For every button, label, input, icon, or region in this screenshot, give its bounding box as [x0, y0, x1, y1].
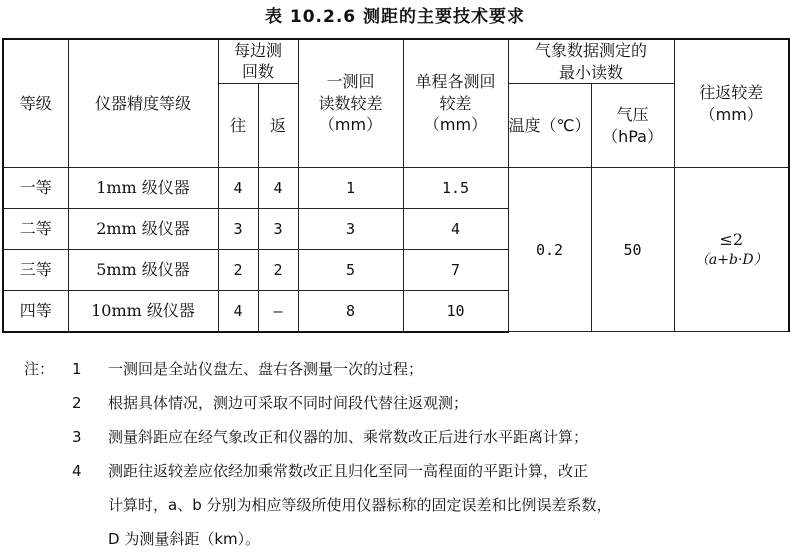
- cell-temp-value: 0.2: [508, 168, 591, 332]
- note-item: [24, 352, 784, 386]
- note-number: 2: [72, 394, 82, 412]
- note-number: 1: [72, 360, 82, 378]
- cell-diff: 8: [298, 291, 403, 332]
- note-text: 测距往返较差应依经加乘常数改正且归化至同一高程面的平距计算，改正: [108, 462, 589, 480]
- header-roundtrip: [674, 39, 789, 168]
- header-grade: 等级: [3, 39, 68, 168]
- header-temp: 温度（℃）: [508, 84, 591, 168]
- note-item: [24, 420, 784, 454]
- header-rounds: [218, 39, 298, 84]
- cell-forward: 4: [218, 168, 258, 209]
- table-notes: [24, 352, 784, 556]
- cell-grade: 一等: [3, 168, 68, 209]
- header-rounds-back: 返: [258, 84, 298, 168]
- header-meteo-line2: 最小读数: [559, 62, 624, 82]
- header-rounds-text: 每边测回数: [233, 40, 282, 81]
- header-roundtrip-unit: （mm）: [699, 104, 763, 124]
- note-continuation: D 为测量斜距（km）。: [108, 530, 261, 548]
- cell-instrument: 1mm 级仪器: [68, 168, 218, 209]
- ranging-requirements-table: [2, 38, 790, 333]
- cell-grade: 四等: [3, 291, 68, 332]
- header-single-line2: 较差: [439, 93, 472, 113]
- note-item: [24, 454, 784, 488]
- header-diff-unit: （mm）: [318, 115, 383, 135]
- cell-grade: 三等: [3, 250, 68, 291]
- header-diff-line1: 一测回: [326, 72, 375, 92]
- table-title: 表 10.2.6 测距的主要技术要求: [264, 7, 526, 27]
- header-rounds-forward: 往: [218, 84, 258, 168]
- header-diff-line2: 读数较差: [318, 93, 383, 113]
- header-diff: [298, 39, 403, 168]
- cell-grade: 二等: [3, 209, 68, 250]
- note-item: [24, 386, 784, 420]
- header-meteo: [508, 39, 674, 84]
- note-text: 根据具体情况，测边可采取不同时间段代替往返观测；: [108, 394, 469, 412]
- table-row: [3, 168, 789, 209]
- header-pressure: [591, 84, 674, 168]
- cell-instrument: 5mm 级仪器: [68, 250, 218, 291]
- cell-back: 2: [258, 250, 298, 291]
- cell-instrument: 2mm 级仪器: [68, 209, 218, 250]
- cell-single: 10: [403, 291, 508, 332]
- cell-single: 7: [403, 250, 508, 291]
- cell-forward: 4: [218, 291, 258, 332]
- cell-back: 3: [258, 209, 298, 250]
- header-pressure-line1: 气压: [616, 105, 649, 125]
- notes-prefix: 注：: [24, 360, 55, 378]
- header-single-line1: 单程各测回: [415, 72, 496, 92]
- header-pressure-line2: （hPa）: [602, 126, 663, 146]
- roundtrip-limit: ≤2: [719, 230, 744, 250]
- cell-single: 4: [403, 209, 508, 250]
- cell-forward: 2: [218, 250, 258, 291]
- cell-roundtrip-value: [674, 168, 789, 332]
- cell-forward: 3: [218, 209, 258, 250]
- note-number: 4: [72, 462, 82, 480]
- note-continuation: 计算时，a、b 分别为相应等级所使用仪器标称的固定误差和比例误差系数，: [108, 496, 612, 514]
- cell-diff: 5: [298, 250, 403, 291]
- header-single: [403, 39, 508, 168]
- roundtrip-formula: （a+b·D）: [694, 252, 768, 269]
- cell-back: —: [258, 291, 298, 332]
- note-number: 3: [72, 428, 82, 446]
- header-meteo-line1: 气象数据测定的: [535, 41, 648, 60]
- cell-single: 1.5: [403, 168, 508, 209]
- note-text: 测量斜距应在经气象改正和仪器的加、乘常数改正后进行水平距离计算；: [108, 428, 589, 446]
- cell-pressure-value: 50: [591, 168, 674, 332]
- header-roundtrip-line1: 往返较差: [699, 83, 764, 102]
- note-text: 一测回是全站仪盘左、盘右各测量一次的过程；: [108, 360, 424, 378]
- header-instrument: 仪器精度等级: [68, 39, 218, 168]
- cell-instrument: 10mm 级仪器: [68, 291, 218, 332]
- cell-diff: 1: [298, 168, 403, 209]
- cell-diff: 3: [298, 209, 403, 250]
- cell-back: 4: [258, 168, 298, 209]
- header-single-unit: （mm）: [423, 115, 488, 135]
